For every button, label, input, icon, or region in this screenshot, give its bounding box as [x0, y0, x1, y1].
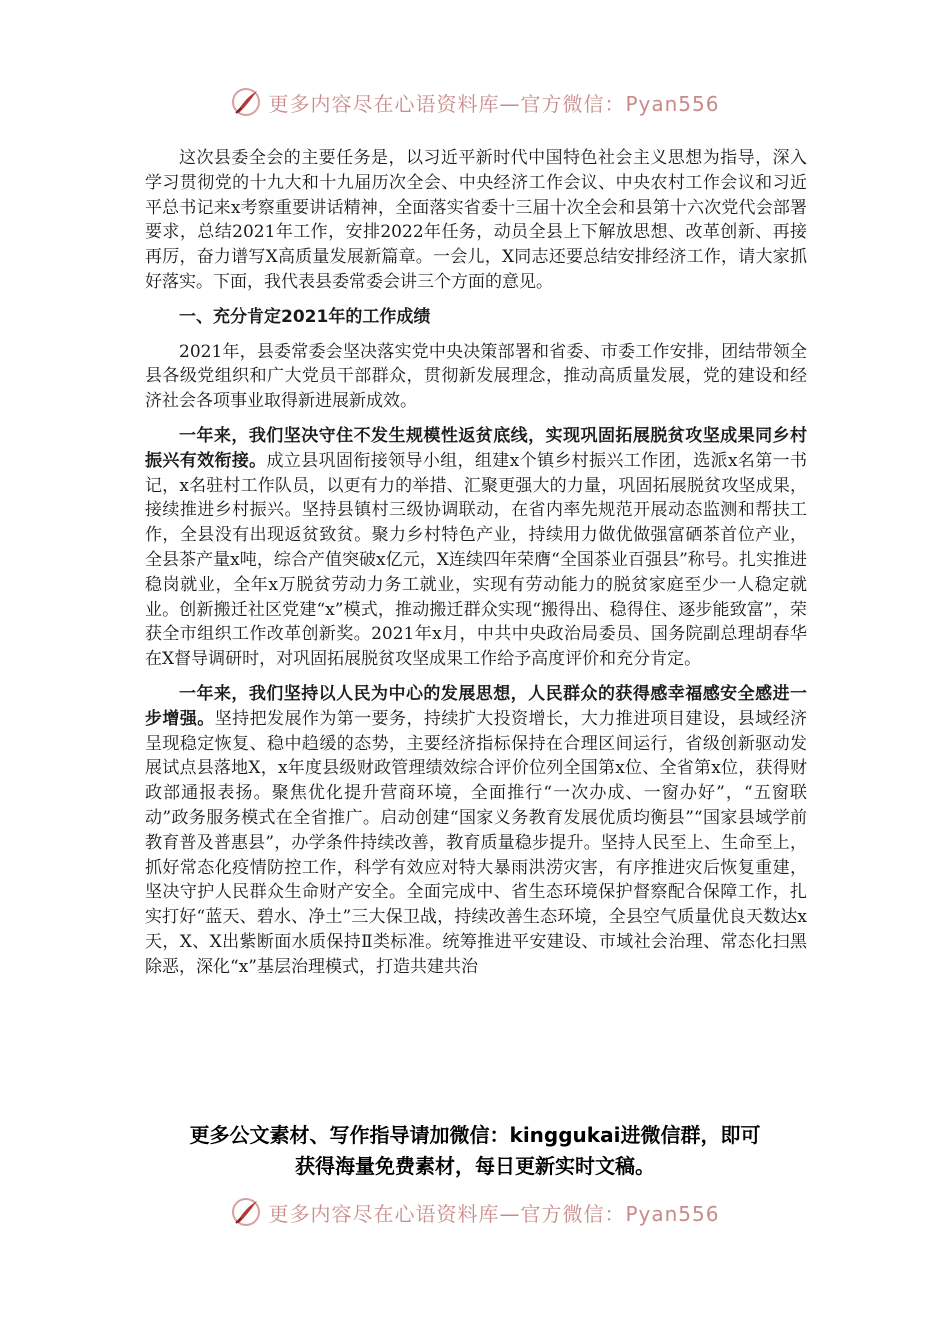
watermark-text: 更多内容尽在心语资料库—官方微信：Pyan556	[268, 1201, 720, 1226]
promo-banner	[110, 1120, 840, 1182]
paragraph-lead: 一年来，我们坚决守住不发生规模性返贫底线，实现巩固拓展脱贫攻坚成果同乡村振兴有效衔接。	[145, 425, 807, 471]
watermark-text: 更多内容尽在心语资料库—官方微信：Pyan556	[268, 91, 720, 116]
people-paragraph	[145, 682, 807, 980]
intro-paragraph: 这次县委全会的主要任务是，以习近平新时代中国特色社会主义思想为指导，深入学习贯彻党的十九大和十九届历次全会、中央经济工作会议、中央农村工作会议和习近平总书记来x考察重要讲话精神，全面落实省委十三届十次全会和县第十六次党代会部署要求，总结2021年工作，安排2022年任务，动员全县上下解放思想、改革创新、再接再厉，奋力谱写X高质量发展新篇章。一会儿，X同志还要总结安排经济工作，请大家抓好落实。下面，我代表县委常委会讲三个方面的意见。	[145, 148, 807, 292]
paragraph-lead: 一年来，我们坚持以人民为中心的发展思想，人民群众的获得感幸福感安全感进一步增强。	[145, 683, 807, 729]
section-intro-paragraph: 2021年，县委常委会坚决落实党中央决策部署和省委、市委工作安排，团结带领全县各级党组织和广大党员干部群众，贯彻新发展理念，推动高质量发展，党的建设和经济社会各项事业取得新进展新成效。	[145, 341, 807, 412]
poverty-paragraph	[145, 424, 807, 672]
paragraph-body: 成立县巩固衔接领导小组，组建x个镇乡村振兴工作团，选派x名第一书记，x名驻村工作队员，以更有力的举措、汇聚更强大的力量，巩固拓展脱贫攻坚成果，接续推进乡村振兴。坚持县镇村三级协调联动，在省内率先规范开展动态监测和帮扶工作，全县没有出现返贫致贫。聚力乡村特色产业，持续用力做优做强富硒茶首位产业，全县茶产量x吨，综合产值突破x亿元，X连续四年荣膺“全国茶业百强县”称号。扎实推进稳岗就业，全年x万脱贫劳动力务工就业，实现有劳动能力的脱贫家庭至少一人稳定就业。创新搬迁社区党建“x”模式，推动搬迁群众实现“搬得出、稳得住、逐步能致富”，荣获全市组织工作改革创新奖。2021年x月，中共中央政治局委员、国务院副总理胡春华在X督导调研时，对巩固拓展脱贫攻坚成果工作给予高度评价和充分肯定。	[145, 450, 807, 670]
document-body	[145, 146, 807, 990]
promo-line-2: 获得海量免费素材，每日更新实时文稿。	[295, 1154, 655, 1178]
paragraph-body: 坚持把发展作为第一要务，持续扩大投资增长，大力推进项目建设，县域经济呈现稳定恢复、稳中趋缓的态势，主要经济指标保持在合理区间运行，省级创新驱动发展试点县落地X，x年度县级财政管理绩效综合评价位列全国第x位、全省第x位，获得财政部通报表扬。聚焦优化提升营商环境，全面推行“一次办成、一窗办好”，“五窗联动”政务服务模式在全省推广。启动创建“国家义务教育发展优质均衡县”“国家县域学前教育普及普惠县”，办学条件持续改善，教育质量稳步提升。坚持人民至上、生命至上，抓好常态化疫情防控工作，科学有效应对特大暴雨洪涝灾害，有序推进灾后恢复重建，坚决守护人民群众生命财产安全。全面完成中、省生态环境保护督察配合保障工作，扎实打好“蓝天、碧水、净土”三大保卫战，持续改善生态环境，全县空气质量优良天数达x天，X、X出紫断面水质保持Ⅱ类标准。统筹推进平安建设、市域社会治理、常态化扫黑除恶，深化“x”基层治理模式，打造共建共治	[145, 708, 808, 977]
section-heading: 一、充分肯定2021年的工作成绩	[179, 306, 431, 327]
promo-line-1: 更多公文素材、写作指导请加微信：kinggukai进微信群，即可	[189, 1123, 761, 1147]
quill-logo-icon	[230, 86, 262, 118]
quill-logo-icon	[230, 1196, 262, 1228]
watermark-footer	[0, 1196, 950, 1228]
watermark-header	[0, 86, 950, 118]
